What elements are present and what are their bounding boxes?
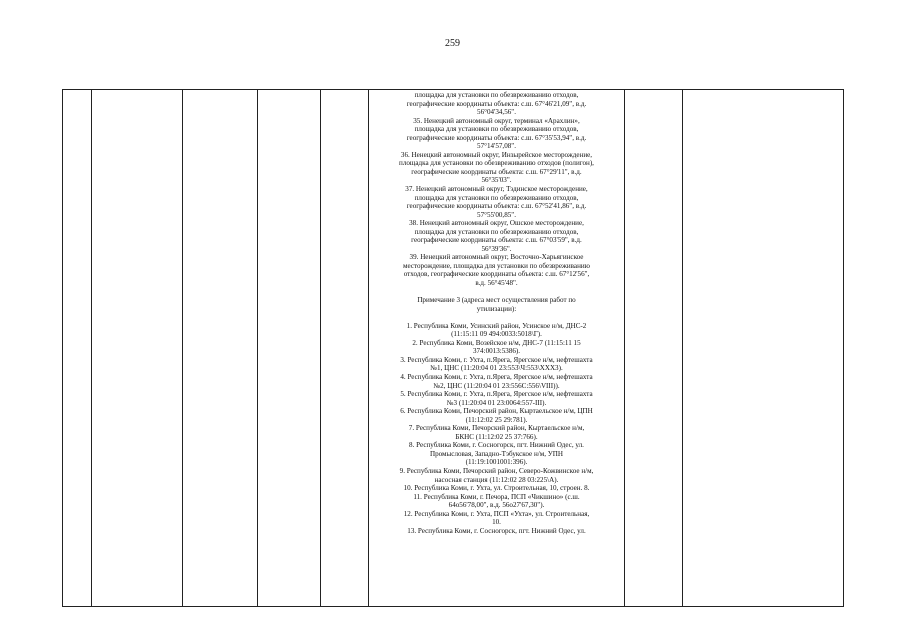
note-item-8 [372,441,621,467]
page-number: 259 [445,38,460,49]
note-item-4 [372,373,621,390]
note-item-10 [372,484,621,493]
cell-addresses [369,90,625,607]
text-line: 64о56'78,00", в.д. 56о27'67,30"). [448,501,545,510]
text-line: 10. Республика Коми, г. Ухта, ул. Строительная, 10, строен. 8. [403,484,590,493]
cell-col-4 [258,90,321,607]
text-line: географические координаты объекта: с.ш. 67°29'11", в.д. [411,167,582,176]
text-line: 37. Ненецкий автономный округ, Тэдинское месторождение, [405,185,588,194]
text-line: №3 (11:20:04 01 23:0064:557-III). [446,398,547,407]
text-line: географические координаты объекта: с.ш. 67°03'59", в.д. [411,236,582,245]
cell-col-7 [625,90,683,607]
block-39 [372,253,621,287]
text-line: 3. Республика Коми, г. Ухта, п.Ярега, Ярегское н/м, нефтешахта [400,355,593,364]
text-line: (11:15:11 09 494:0033:5018\Г). [451,330,542,339]
text-line: 35. Ненецкий автономный округ, терминал «Арахлин», [413,116,580,125]
text-line: в.д. 56°45'48". [475,279,518,288]
text-line: 9. Республика Коми, Печорский район, Северо-Кожвинское н/м, [399,466,594,475]
note-item-13 [372,527,621,536]
text-line: площадка для установки по обезвреживанию отходов, [414,193,579,202]
text-line: 57°14'57,08". [477,142,516,151]
text-line: насосная станция (11:12:02 28 03:225\А). [434,475,559,484]
note-item-2 [372,339,621,356]
text-line: 56°39'36". [481,244,512,253]
text-line: Промысловая, Западно-Тэбукское н/м, УПН [429,449,564,458]
text-line: географические координаты объекта: с.ш. 67°52'41,86", в.д. [406,202,587,211]
text-line: 374:0013:5386). [472,347,521,356]
note-item-1 [372,322,621,339]
cell-col-3 [183,90,258,607]
text-line: географические координаты объекта: с.ш. 67°46'21,09", в.д. [406,99,587,108]
text-line: площадка для установки по обезвреживанию отходов, [414,125,579,134]
block-38 [372,219,621,253]
cell-col-8 [683,90,844,607]
text-line: 57°55'00,85". [477,210,516,219]
text-line: 11. Республика Коми, г. Печора, ПСП «Чикшино» (с.ш. [413,492,580,501]
note-item-5 [372,390,621,407]
note-item-12 [372,510,621,527]
text-line: 7. Республика Коми, Печорский район, Кыртаельское н/м, [408,424,585,433]
text-line: 5. Республика Коми, г. Ухта, п.Ярега, Ярегское н/м, нефтешахта [400,390,593,399]
text-line: 4. Республика Коми, г. Ухта, п.Ярега, Ярегское н/м, нефтешахта [400,372,593,381]
text-line: 8. Республика Коми, г. Сосногорск, пгт. Нижний Одес, ул. [409,441,584,450]
note-3-heading [372,296,621,313]
text-line: (11:12:02 25 29:781). [465,415,528,424]
text-line: 38. Ненецкий автономный округ, Ошское месторождение, [409,219,584,228]
text-line: 36. Ненецкий автономный округ, Инзырейское месторождение, [400,150,593,159]
note-item-7 [372,424,621,441]
text-line: 13. Республика Коми, г. Сосногорск, пгт. Нижний Одес, ул. [407,526,586,535]
text-line: (11:19:1001001:396). [465,458,528,467]
text-line: площадка для установки по обезвреживанию отходов (полигон), [399,159,594,168]
text-line: №1, ЦНС (11:20:04 01 23:553\Ч:553\XXX3). [430,364,563,373]
block-37 [372,185,621,219]
block-0 [372,91,621,117]
text-line: 2. Республика Коми, Возейское н/м, ДНС-7 (11:15:11 15 [412,338,581,347]
block-35 [372,117,621,151]
text-line: 39. Ненецкий автономный округ, Восточно-Харьягинское [409,253,584,262]
text-line: утилизации): [476,304,517,313]
text-line: месторождение, площадка для установки по обезвреживанию [403,261,590,270]
text-line: площадка для установки по обезвреживанию отходов, [414,227,579,236]
text-line: 56°04'34,56". [477,108,516,117]
text-line: 10. [492,518,501,527]
cell-number [63,90,92,607]
note-item-6 [372,407,621,424]
text-line: площадка для установки по обезвреживанию отходов, [414,91,579,99]
blank-line [372,288,621,297]
text-line: отходов, географические координаты объекта: с.ш. 67°12'56", [403,270,590,279]
text-line: географические координаты объекта: с.ш. 67°35'53,94", в.д. [406,133,587,142]
text-line: 1. Республика Коми, Усинский район, Усинское н/м, ДНС-2 [406,321,587,330]
block-36 [372,151,621,185]
text-line: 12. Республика Коми, г. Ухта, ПСП «Ухта», ул. Строительная, [403,509,590,518]
text-line: Примечание 3 (адреса мест осуществления работ по [417,296,576,305]
note-item-3 [372,356,621,373]
cell-col-2 [92,90,183,607]
table-row [63,90,844,607]
text-line: 56°35'03". [481,176,512,185]
note-item-9 [372,467,621,484]
text-line: 6. Республика Коми, Печорский район, Кыртаельское н/м, ЦПН [400,407,593,416]
text-line: №2, ЦНС (11:20:04 01 23:556С:556\VIII)). [433,381,560,390]
blank-line [372,313,621,322]
text-line: БКНС (11:12:02 25 37:766). [455,432,538,441]
note-item-11 [372,493,621,510]
document-table [62,89,844,607]
cell-col-5 [321,90,369,607]
